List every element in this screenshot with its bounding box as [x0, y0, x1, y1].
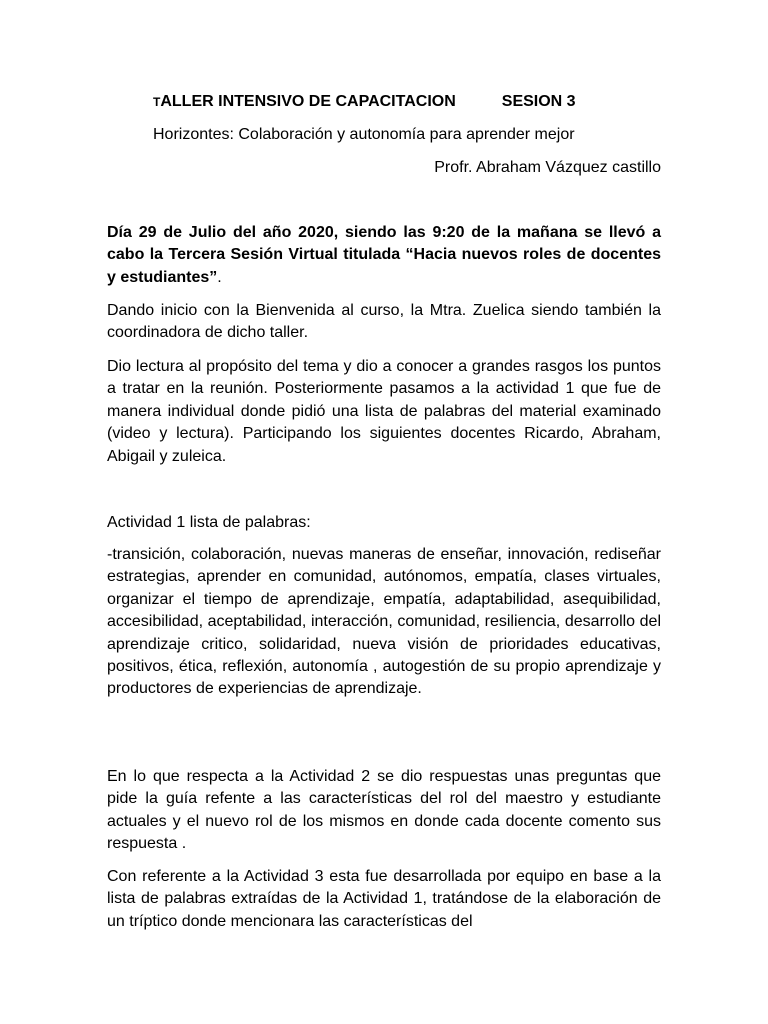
- title-first-letter: T: [153, 95, 161, 109]
- welcome-paragraph: Dando inicio con la Bienvenida al curso, la Mtra. Zuelica siendo también la coordinadora de dicho taller.: [107, 302, 661, 342]
- intro-period: .: [217, 268, 222, 286]
- session-label: SESION 3: [501, 93, 576, 110]
- intro-bold-text: Día 29 de Julio del año 2020, siendo las 9:20 de la mañana se llevó a cabo la Tercera Sesión Virtual titulada “Hacia nuevos roles de docentes y estudiantes”: [107, 224, 661, 286]
- activity1-heading: Actividad 1 lista de palabras:: [107, 514, 311, 531]
- document-subtitle: Horizontes: Colaboración y autonomía para aprender mejor: [153, 126, 575, 143]
- activity2-paragraph: En lo que respecta a la Actividad 2 se dio respuestas unas preguntas que pide la guía refente a las características del rol del maestro y estudiante actuales y el nuevo rol de los mismos en donde cada docente comento sus respuesta .: [107, 768, 661, 853]
- activity1-word-list: -transición, colaboración, nuevas maneras de enseñar, innovación, rediseñar estrategias, aprender en comunidad, autónomos, empatía, clases virtuales, organizar el tiempo de aprendizaje, empatía, adaptabilidad, asequibilidad, accesibilidad, aceptabilidad, interacción, comunidad, resiliencia, desarrollo del aprendizaje critico, solidaridad, nueva visión de prioridades educativas, positivos, ética, reflexión, autonomía , autogestión de su propio aprendizaje y productores de experiencias de aprendizaje.: [107, 546, 661, 698]
- author-name: Profr. Abraham Vázquez castillo: [434, 159, 661, 176]
- document-title: [153, 92, 576, 112]
- reading-paragraph: Dio lectura al propósito del tema y dio a conocer a grandes rasgos los puntos a tratar en la reunión. Posteriormente pasamos a la actividad 1 que fue de manera individual donde pidió una lista de palabras del material examinado (video y lectura). Participando los siguientes docentes Ricardo, Abraham, Abigail y zuleica.: [107, 358, 661, 465]
- activity3-paragraph: Con referente a la Actividad 3 esta fue desarrollada por equipo en base a la lista de palabras extraídas de la Actividad 1, tratándose de la elaboración de un tríptico donde mencionara las características del: [107, 868, 661, 930]
- title-text: ALLER INTENSIVO DE CAPACITACION: [160, 93, 456, 110]
- intro-paragraph: [107, 222, 661, 289]
